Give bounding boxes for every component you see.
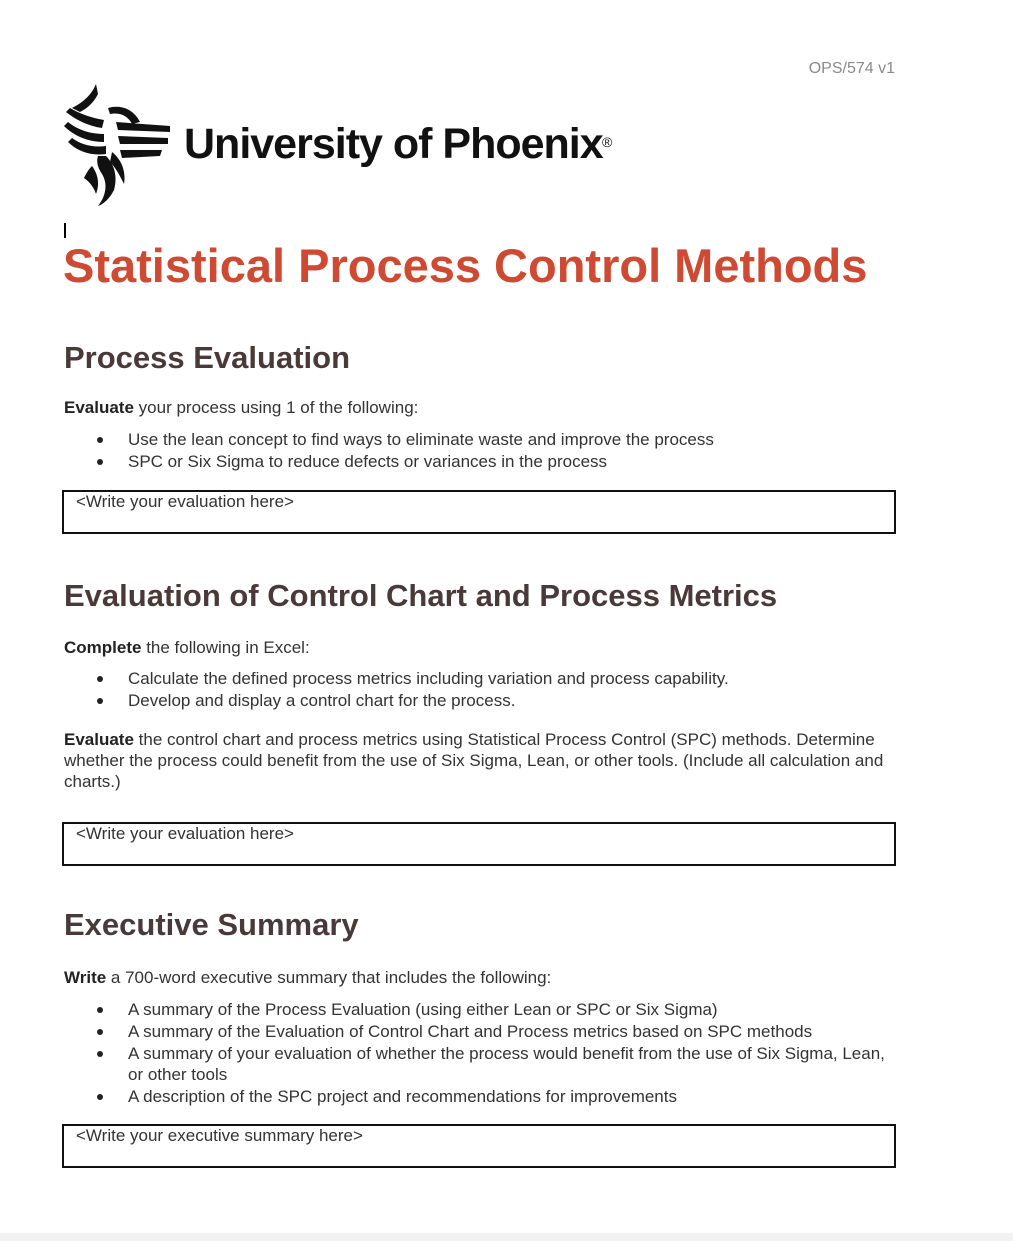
intro-text: your process using 1 of the following: — [133, 398, 419, 417]
page-bottom-edge — [0, 1233, 1013, 1241]
list-item-text: A summary of the Evaluation of Control Chart and Process metrics based on SPC methods — [128, 1022, 813, 1041]
phoenix-bird-icon — [62, 82, 172, 207]
course-code: OPS/574 v1 — [808, 60, 895, 77]
list-item-text: A description of the SPC project and recommendations for improvements — [128, 1087, 677, 1106]
university-logo — [62, 82, 632, 207]
registered-mark: ® — [602, 134, 613, 150]
document-title: Statistical Process Control Methods — [63, 239, 868, 292]
heading-process-evaluation: Process Evaluation — [64, 340, 351, 375]
heading-executive-summary: Executive Summary — [64, 907, 359, 942]
evaluate-bold: Evaluate — [64, 730, 134, 749]
bullet-icon — [97, 1007, 103, 1013]
control-chart-evaluate-paragraph — [64, 729, 904, 792]
list-item — [0, 451, 888, 472]
executive-summary-placeholder: <Write your executive summary here> — [76, 1126, 363, 1145]
list-item — [0, 668, 888, 689]
evaluation-input-box[interactable] — [62, 490, 896, 534]
list-item-text: SPC or Six Sigma to reduce defects or variances in the process — [128, 452, 608, 471]
control-chart-input-box[interactable] — [62, 822, 896, 866]
heading-control-chart: Evaluation of Control Chart and Process Metrics — [64, 578, 778, 613]
intro-bold-complete: Complete — [64, 638, 142, 657]
text-cursor — [64, 223, 66, 238]
process-evaluation-intro — [64, 397, 904, 418]
list-item — [0, 1043, 888, 1085]
list-item — [0, 690, 888, 711]
intro-text: the following in Excel: — [141, 638, 310, 657]
executive-summary-intro — [64, 967, 904, 988]
control-chart-placeholder: <Write your evaluation here> — [76, 824, 294, 843]
bullet-icon — [97, 459, 103, 465]
list-item — [0, 999, 888, 1020]
intro-bold-evaluate: Evaluate — [64, 398, 134, 417]
intro-text: a 700-word executive summary that includes the following: — [106, 968, 552, 987]
evaluation-placeholder: <Write your evaluation here> — [76, 492, 294, 511]
list-item-text: Develop and display a control chart for the process. — [128, 691, 516, 710]
bullet-icon — [97, 437, 103, 443]
list-item-text: Calculate the defined process metrics including variation and process capability. — [128, 669, 729, 688]
bullet-icon — [97, 1051, 103, 1057]
list-item — [0, 1021, 888, 1042]
bullet-icon — [97, 1029, 103, 1035]
executive-summary-list — [0, 999, 900, 1108]
bullet-icon — [97, 676, 103, 682]
bullet-icon — [97, 698, 103, 704]
list-item-text: A summary of the Process Evaluation (using either Lean or SPC or Six Sigma) — [128, 1000, 718, 1019]
list-item — [0, 1086, 888, 1107]
list-item-text: Use the lean concept to find ways to eliminate waste and improve the process — [128, 430, 714, 449]
list-item-text: A summary of your evaluation of whether the process would benefit from the use of Six Sigma, Lean, or other tools — [128, 1044, 885, 1084]
control-chart-list — [0, 668, 900, 712]
control-chart-intro — [64, 637, 904, 658]
list-item — [0, 429, 888, 450]
bullet-icon — [97, 1094, 103, 1100]
executive-summary-input-box[interactable] — [62, 1124, 896, 1168]
intro-bold-write: Write — [64, 968, 107, 987]
logo-wordmark: University of Phoenix — [184, 120, 603, 168]
evaluate-text: the control chart and process metrics using Statistical Process Control (SPC) methods. Determine whether the process could benefit from the use of Six Sigma, Lean, or other tools. (Include all calculation and charts.) — [64, 730, 884, 791]
process-evaluation-list — [0, 429, 900, 473]
